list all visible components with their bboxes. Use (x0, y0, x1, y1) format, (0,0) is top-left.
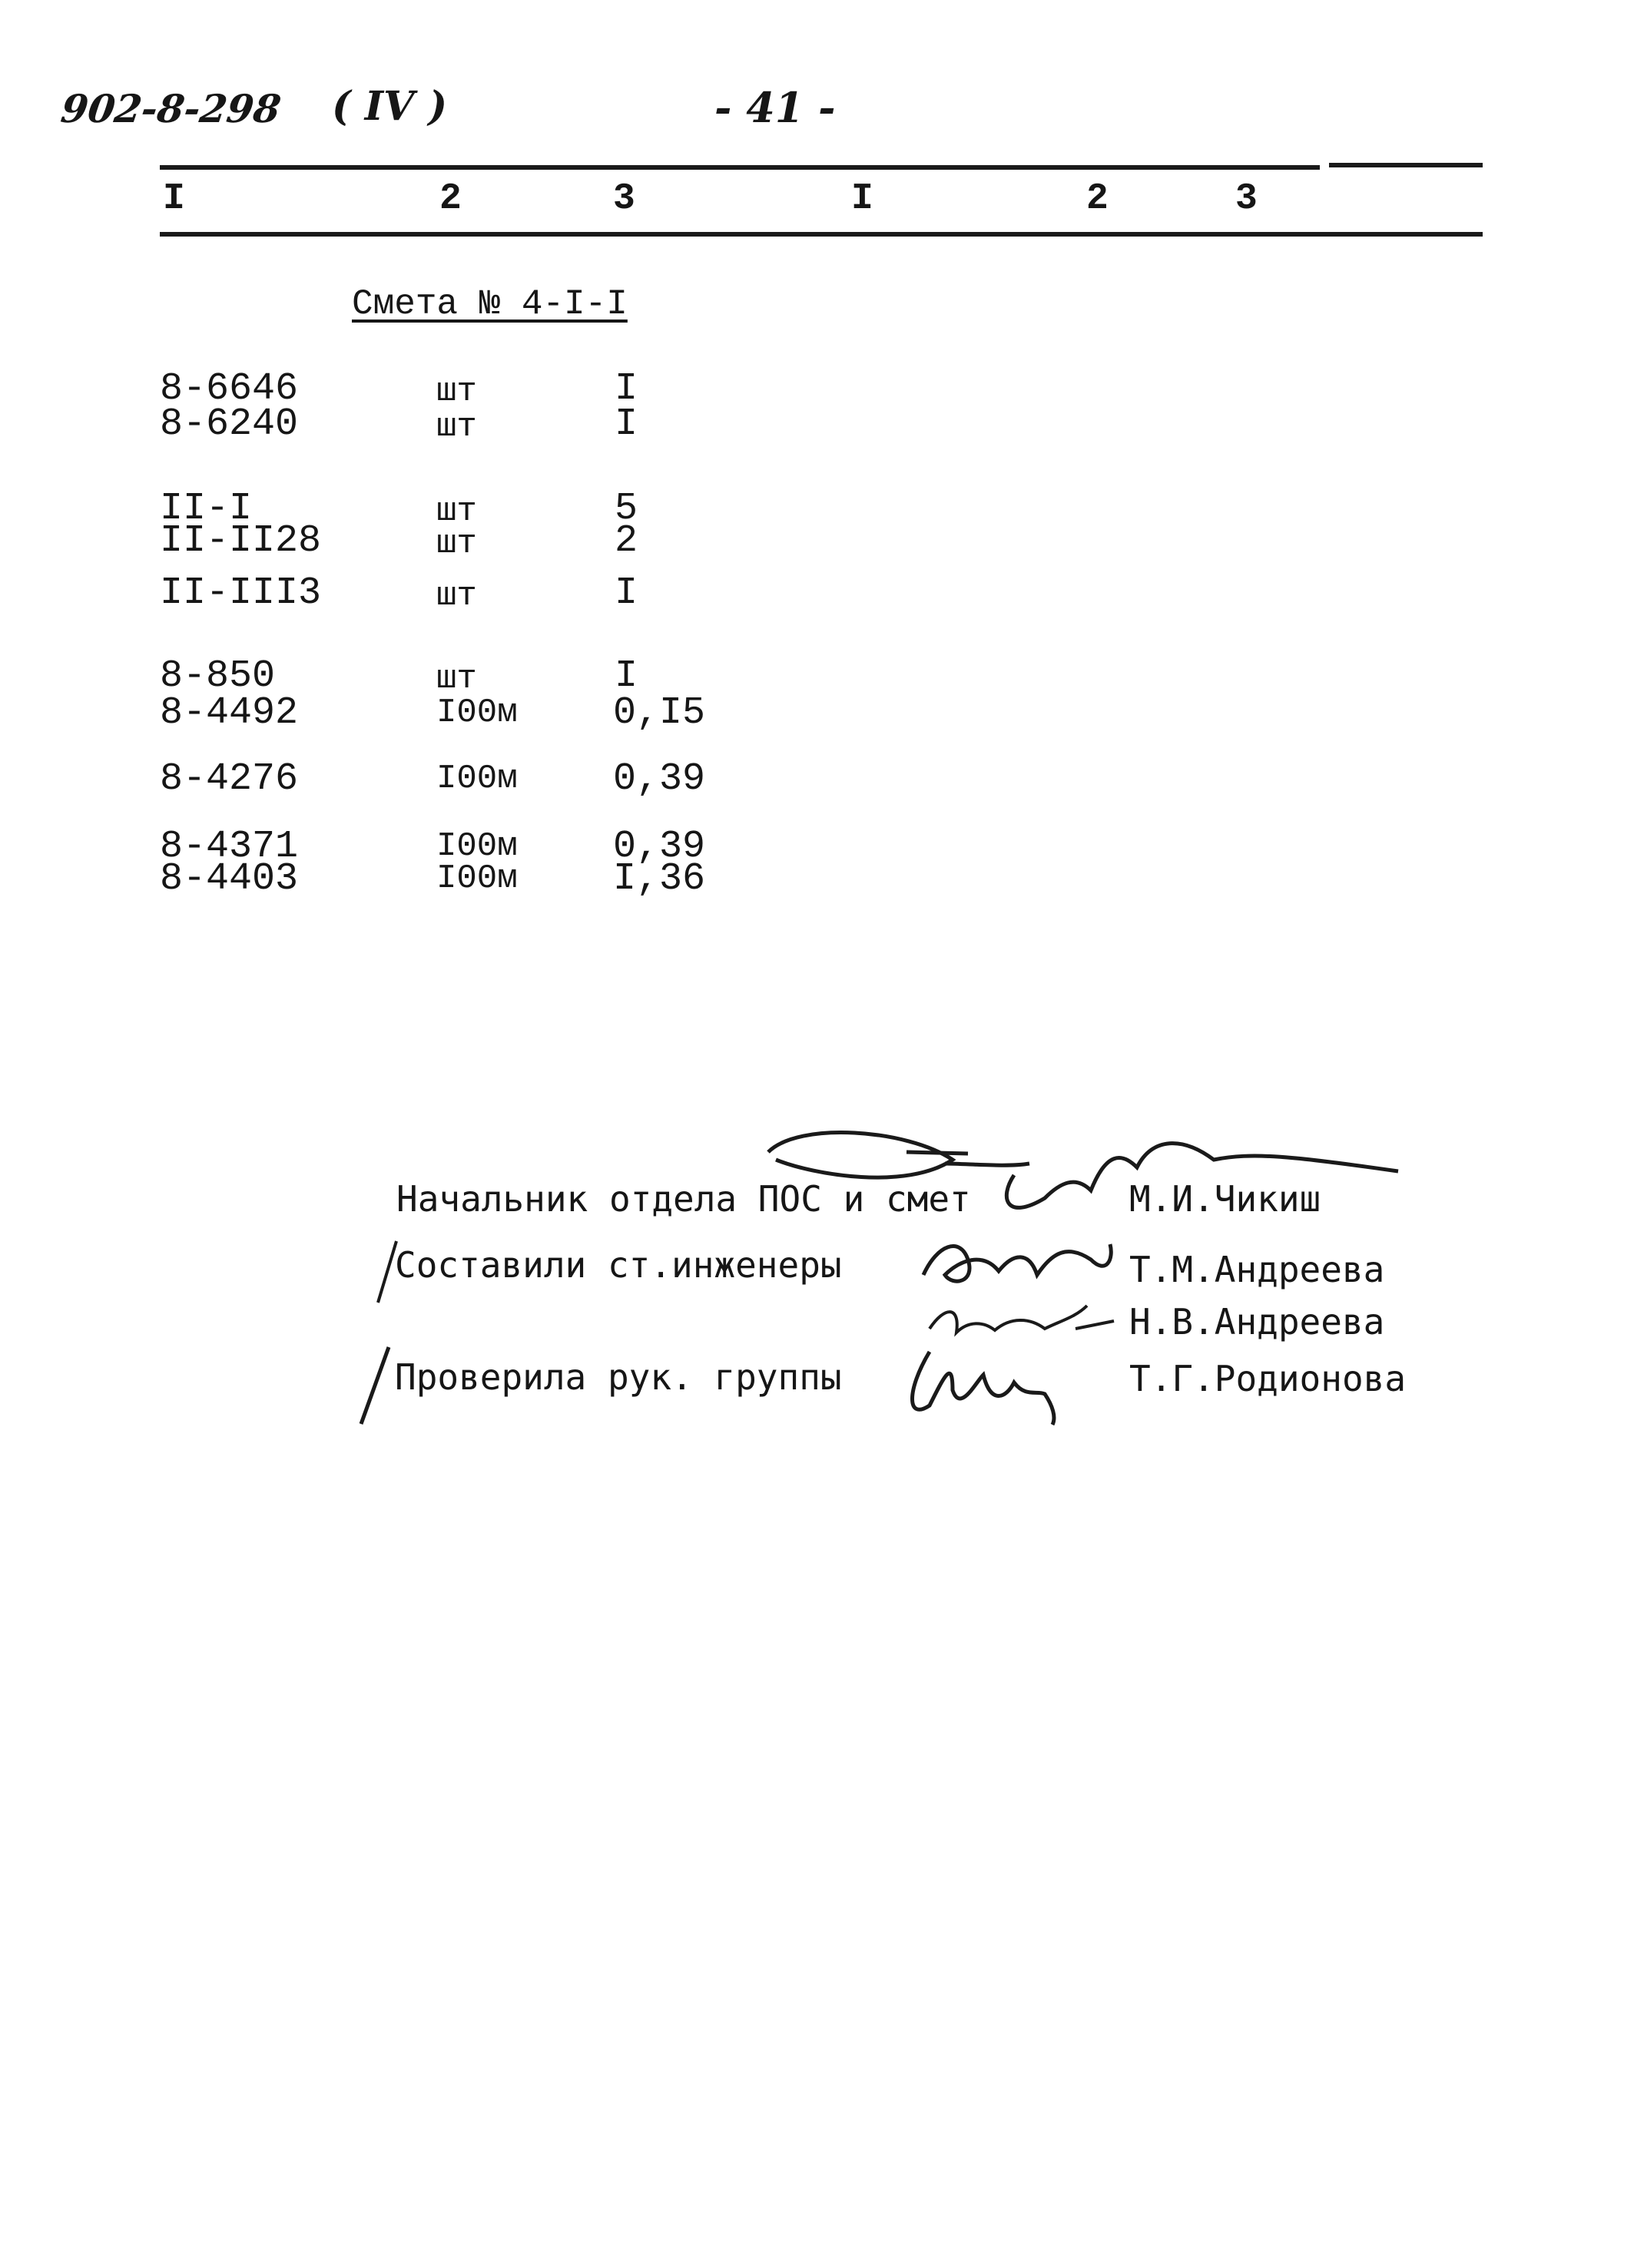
row-unit: I00м (436, 760, 518, 798)
section-title: Смета № 4-I-I (352, 284, 628, 324)
compiled-name-2: Н.В.Андреева (1129, 1301, 1385, 1343)
checked-slash-mark (355, 1344, 393, 1429)
row-qty: 0,39 (613, 757, 706, 801)
row-code: 8-6240 (160, 402, 299, 446)
row-unit: I00м (436, 827, 518, 866)
compiled-name-1: Т.М.Андреева (1129, 1249, 1385, 1290)
col-header-left-2: 2 (439, 178, 462, 220)
head-name: М.И.Чикиш (1129, 1178, 1321, 1220)
col-header-left-1: I (163, 178, 185, 220)
col-header-right-3: 3 (1235, 178, 1258, 220)
row-qty: I (615, 654, 638, 698)
compiled-slash-mark (373, 1238, 404, 1307)
row-code: II-I (160, 487, 253, 531)
row-qty: 0,I5 (613, 691, 706, 735)
row-unit: шт (436, 408, 477, 446)
row-unit: шт (436, 525, 477, 563)
document-code: 902-8-298 (58, 86, 284, 131)
checked-name: Т.Г.Родионова (1129, 1358, 1407, 1399)
row-unit: шт (436, 577, 477, 615)
row-code: II-III3 (160, 571, 322, 615)
volume-number: ( IV ) (332, 83, 448, 130)
row-unit: I00м (436, 694, 518, 732)
row-code: 8-4492 (160, 691, 299, 735)
head-signature (753, 1106, 1444, 1229)
row-unit: шт (436, 372, 477, 411)
row-code: 8-4276 (160, 757, 299, 801)
row-unit: I00м (436, 859, 518, 898)
header-top-rule (160, 165, 1320, 170)
row-qty: I,36 (613, 857, 706, 901)
row-code: 8-4403 (160, 857, 299, 901)
row-code: 8-4371 (160, 825, 299, 869)
row-unit: шт (436, 660, 477, 698)
head-title: Начальник отдела ПОС и смет (396, 1178, 971, 1220)
compiled-signature-2 (922, 1290, 1122, 1352)
row-unit: шт (436, 492, 477, 531)
row-qty: I (615, 367, 638, 411)
row-qty: I (615, 571, 638, 615)
header-top-rule-right (1329, 163, 1483, 167)
col-header-right-1: I (851, 178, 873, 220)
header-bottom-rule (160, 232, 1483, 237)
col-header-right-2: 2 (1086, 178, 1109, 220)
checked-title: Проверила рук. группы (395, 1356, 842, 1398)
compiled-title: Составили ст.инженеры (395, 1244, 842, 1286)
row-qty: 0,39 (613, 825, 706, 869)
row-qty: 2 (615, 519, 638, 563)
row-code: 8-6646 (160, 367, 299, 411)
row-code: II-II28 (160, 519, 322, 563)
col-header-left-3: 3 (613, 178, 635, 220)
row-qty: I (615, 402, 638, 446)
row-code: 8-850 (160, 654, 276, 698)
checked-signature (899, 1344, 1083, 1429)
compiled-signature-1 (914, 1229, 1129, 1298)
row-qty: 5 (615, 487, 638, 531)
page-number: - 41 - (714, 83, 836, 132)
